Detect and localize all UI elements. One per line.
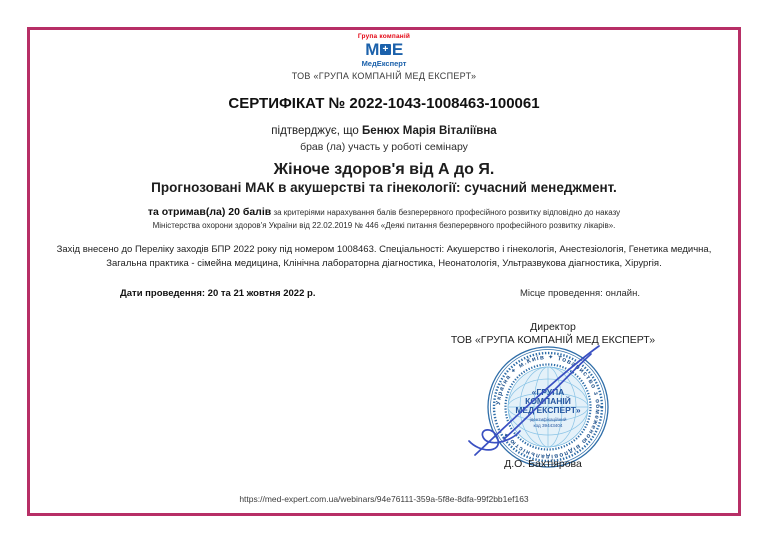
stamp-center-line1: «ГРУПА: [531, 387, 565, 397]
event-registry-line1: Захід внесено до Переліку заходів БПР 2022 року під номером 1008463. Спеціальності: Акушерство і гінекологія, Анестезіологія, Генетика медична,: [56, 244, 712, 255]
holder-name: Бенюх Марія Віталіївна: [362, 125, 497, 137]
seminar-title-main: Жіноче здоров'я від А до Я.: [273, 161, 495, 178]
event-registry-paragraph: [27, 243, 741, 270]
director-signature: [452, 336, 622, 466]
logo-mpe-monogram: [365, 42, 403, 57]
logo-brand-name: МедЕксперт: [361, 59, 407, 68]
issuer-company-name: ТОВ «ГРУПА КОМПАНІЙ МЕД ЕКСПЕРТ»: [291, 71, 477, 81]
participation-line: брав (ла) участь у роботі семінару: [300, 141, 468, 153]
points-awarded-rest: за критеріями нарахування балів безперервного професійного розвитку відповідно до наказу: [271, 208, 621, 217]
director-title: Директор: [530, 321, 576, 333]
logo-group-label: Група компаній: [357, 33, 411, 40]
plus-icon: +: [380, 44, 391, 55]
stamp-center-line2: КОМПАНІЙ: [525, 396, 571, 406]
event-registry-line2: Загальна практика - сімейна медицина, Клінічна лабораторна діагностика, Неонатологія, Ультразвукова діагностика, Хірургія.: [106, 257, 662, 269]
certificate-number: СЕРТИФІКАТ № 2022-1043-1008463-100061: [228, 95, 540, 112]
event-place: Місце проведення: онлайн.: [519, 288, 640, 299]
ministry-order-line: Міністерства охорони здоров'я України від 22.02.2019 № 446 «Деякі питання безперервного професійного розвитку лікарів».: [152, 221, 616, 230]
medexpert-logo: [27, 33, 741, 68]
logo-letter-m: М: [365, 40, 379, 59]
stamp-center-line4: ідентифікаційний: [529, 417, 567, 422]
stamp-center-line5: код 39443404: [533, 423, 563, 428]
seminar-title-sub: Прогнозовані МАК в акушерстві та гінекології: сучасний менеджмент.: [151, 180, 617, 195]
stamp-center-line3: МЕД ЕКСПЕРТ»: [515, 405, 581, 415]
points-awarded-line: [27, 206, 741, 218]
logo-letter-e: Е: [391, 40, 403, 59]
confirmation-line: [27, 125, 741, 137]
certificate-url: https://med-expert.com.ua/webinars/94e76111-359a-5f8e-8dfa-99f2bb1ef163: [239, 494, 529, 504]
stamp-ring-text: Україна ✦ м.Київ ✦ Товариство з обмеженою відповідальністю ✦: [494, 353, 602, 461]
signer-name: Д.О. Бахтіярова: [504, 458, 582, 470]
event-dates: Дати проведення: 20 та 21 жовтня 2022 р.: [120, 288, 316, 299]
director-company: ТОВ «ГРУПА КОМПАНІЙ МЕД ЕКСПЕРТ»: [450, 334, 656, 346]
confirmation-prefix: підтверджує, що: [271, 125, 363, 137]
points-awarded-bold: та отримав(ла) 20 балів: [147, 206, 272, 218]
